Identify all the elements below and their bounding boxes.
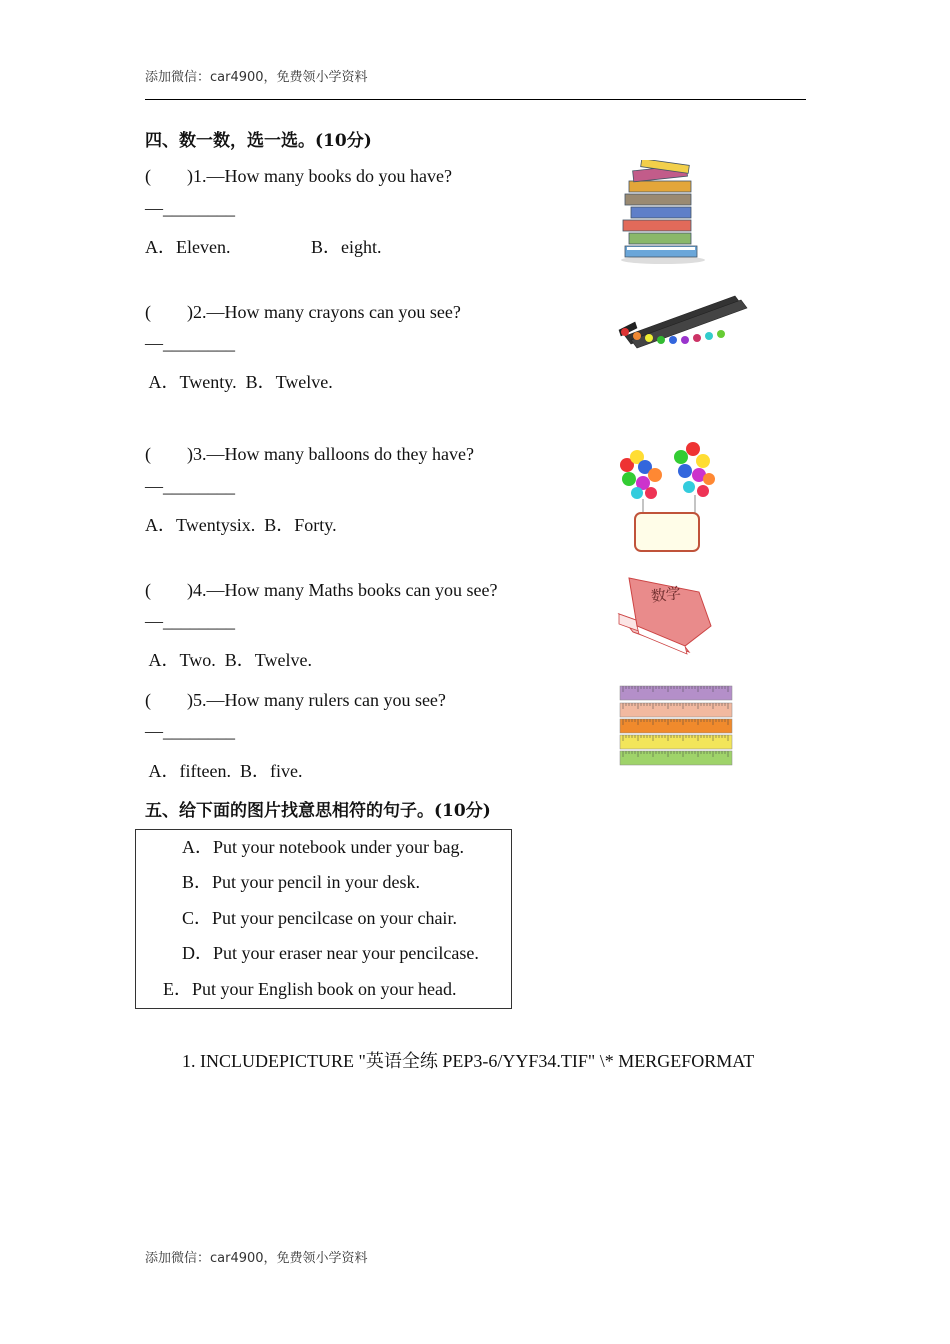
maths-books-image [615,570,720,660]
options-4: A．Two. B．Twelve. [145,650,312,670]
sentence-d: D．Put your eraser near your pencilcase. [182,943,479,963]
sentence-b: B．Put your pencil in your desk. [182,872,420,892]
sentence-c: C．Put your pencilcase on your chair. [182,908,457,928]
question-5: ( )5.—How many rulers can you see? [145,690,446,710]
sentence-a: A．Put your notebook under your bag. [182,837,464,857]
books-stack-image [615,160,715,265]
option-b-1: B．eight. [311,237,382,257]
header-divider [145,99,806,100]
answer-blank-4: —________ [145,611,235,631]
options-5: A．fifteen. B．five. [145,761,303,781]
question-4: ( )4.—How many Maths books can you see? [145,580,498,600]
answer-blank-5: —________ [145,721,235,741]
options-3: A．Twentysix. B．Forty. [145,515,337,535]
answer-blank-1: —________ [145,198,235,218]
field-code-text: 1. INCLUDEPICTURE "英语全练 PEP3-6/YYF34.TIF" \* MERGEFORMAT [182,1051,755,1071]
question-2: ( )2.—How many crayons can you see? [145,302,461,322]
options-2: A．Twenty. B．Twelve. [145,372,333,392]
question-1: ( )1.—How many books do you have? [145,166,452,186]
answer-blank-3: —________ [145,476,235,496]
crayons-image [615,290,755,350]
answer-blank-2: —________ [145,333,235,353]
book-label: 数学 [649,583,683,606]
question-3: ( )3.—How many balloons do they have? [145,444,474,464]
balloons-image [615,435,720,555]
section4-title: 四、数一数，选一选。(10分) [145,131,372,151]
sentence-e: E．Put your English book on your head. [163,979,457,999]
page-header: 添加微信：car4900，免费领小学资料 [145,70,368,85]
option-a-1: A．Eleven. [145,237,231,257]
section5-title: 五、给下面的图片找意思相符的句子。(10分) [145,801,491,821]
rulers-image [619,685,734,767]
page-footer: 添加微信：car4900，免费领小学资料 [145,1251,368,1266]
